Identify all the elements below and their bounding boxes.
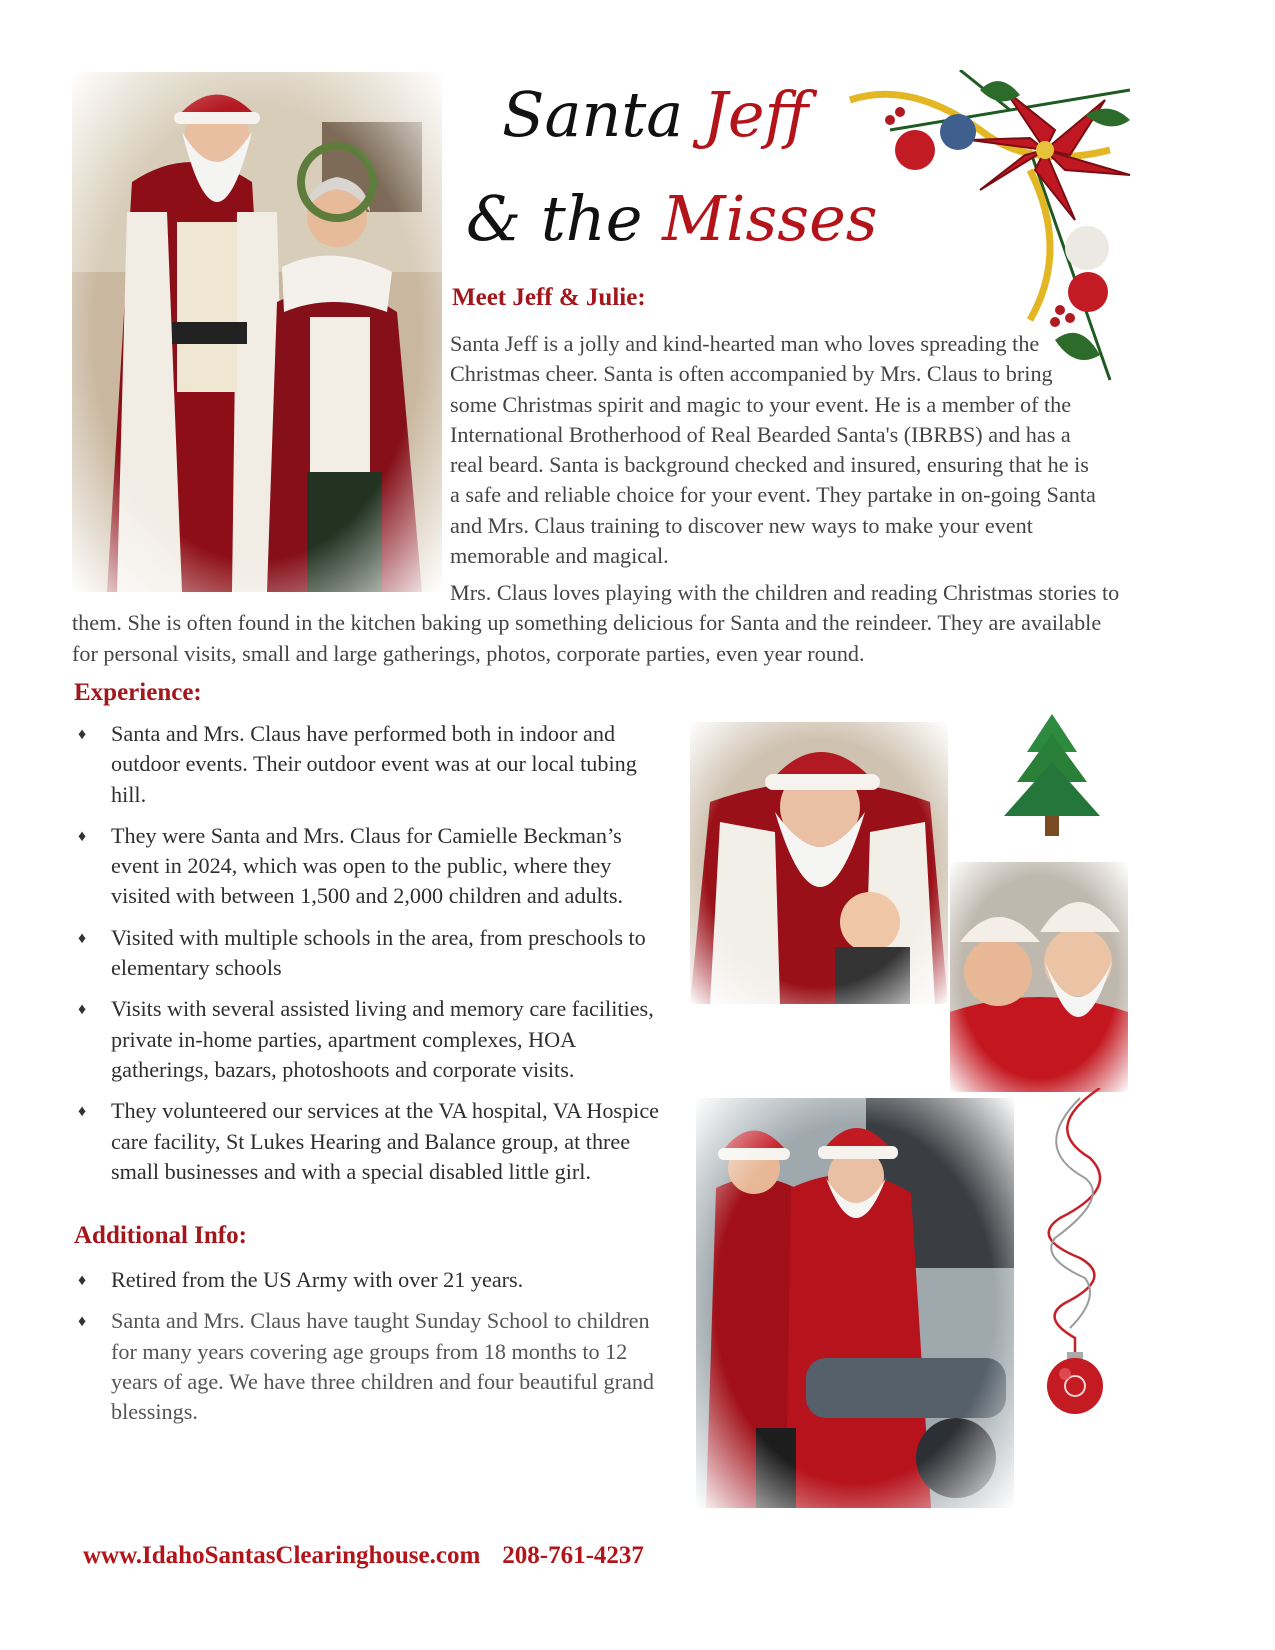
experience-item-text: They were Santa and Mrs. Claus for Camielle Beckman’s event in 2024, which was open to the public, where they visited with between 1,500 and 2,000 children and adults. bbox=[111, 822, 624, 909]
title-santa: Santa bbox=[502, 78, 703, 151]
bullet-diamond-icon: ♦ bbox=[78, 726, 87, 743]
experience-item bbox=[74, 1096, 674, 1187]
meet-paragraph-2: Mrs. Claus loves playing with the children and reading Christmas stories to them. She is often found in the kitchen baking up something delicious for Santa and the reindeer. They are available for personal visits, small and large gatherings, photos, corporate parties, even year round. bbox=[72, 580, 1120, 666]
title-line-2 bbox=[466, 182, 878, 255]
additional-item-text: Santa and Mrs. Claus have taught Sunday School to children for many years covering age groups from 18 months to 12 years of age. We have three children and four beautiful grand blessings. bbox=[111, 1308, 655, 1425]
title-line-1 bbox=[502, 78, 808, 151]
experience-item bbox=[74, 923, 674, 984]
bullet-diamond-icon: ♦ bbox=[78, 827, 87, 845]
ornament-icon bbox=[1020, 1088, 1120, 1418]
title-and-the: & the bbox=[466, 182, 663, 255]
experience-item bbox=[74, 821, 674, 912]
santa-with-baby-photo bbox=[690, 722, 948, 1004]
website-link[interactable]: www.IdahoSantasClearinghouse.com bbox=[83, 1542, 481, 1569]
meet-heading: Meet Jeff & Julie: bbox=[452, 284, 646, 311]
meet-paragraph-1: Santa Jeff is a jolly and kind-hearted man who loves spreading the Christmas cheer. Santa is often accompanied by Mrs. Claus to bring some Christmas spirit and magic to your event. He is a member of the International Brotherhood of Real Bearded Santa's (IBRBS) and has a real beard. Santa is background checked and insured, ensuring that he is a safe and reliable choice for your event. They partake in on-going Santa and Mrs. Claus training to discover new ways to make your event memorable and magical. bbox=[450, 331, 1096, 569]
additional-item bbox=[74, 1306, 674, 1427]
christmas-tree-icon bbox=[1002, 714, 1102, 838]
experience-item bbox=[74, 719, 674, 810]
santa-motorcycle-photo bbox=[696, 1098, 1014, 1508]
bullet-diamond-icon: ♦ bbox=[78, 1272, 87, 1289]
additional-item bbox=[74, 1265, 674, 1295]
phone-number[interactable]: 208-761-4237 bbox=[502, 1542, 644, 1569]
experience-item-text: Visits with several assisted living and memory care facilities, private in-home parties, apartment complexes, HOA gatherings, bazars, photoshoots and corporate visits. bbox=[111, 996, 654, 1082]
footer bbox=[83, 1542, 644, 1570]
title-jeff: Jeff bbox=[702, 78, 809, 151]
bullet-diamond-icon: ♦ bbox=[78, 1001, 87, 1019]
additional-list bbox=[74, 1265, 674, 1438]
title-misses: Misses bbox=[662, 182, 878, 255]
additional-heading: Additional Info: bbox=[74, 1222, 247, 1249]
santa-couple-photo bbox=[72, 72, 442, 592]
experience-heading: Experience: bbox=[74, 679, 202, 706]
additional-item-text: Retired from the US Army with over 21 years. bbox=[111, 1267, 524, 1292]
couple-selfie-photo bbox=[950, 862, 1128, 1092]
bullet-diamond-icon: ♦ bbox=[78, 929, 87, 947]
experience-item-text: Santa and Mrs. Claus have performed both in indoor and outdoor events. Their outdoor event was at our local tubing hill. bbox=[111, 721, 637, 807]
experience-item-text: They volunteered our services at the VA hospital, VA Hospice care facility, St Lukes Hearing and Balance group, at three small businesses and with a special disabled little girl. bbox=[111, 1098, 660, 1184]
experience-list bbox=[74, 719, 674, 1198]
bullet-diamond-icon: ♦ bbox=[78, 1313, 87, 1331]
experience-item-text: Visited with multiple schools in the area, from preschools to elementary schools bbox=[111, 924, 646, 981]
experience-item bbox=[74, 994, 674, 1085]
bullet-diamond-icon: ♦ bbox=[78, 1103, 87, 1121]
